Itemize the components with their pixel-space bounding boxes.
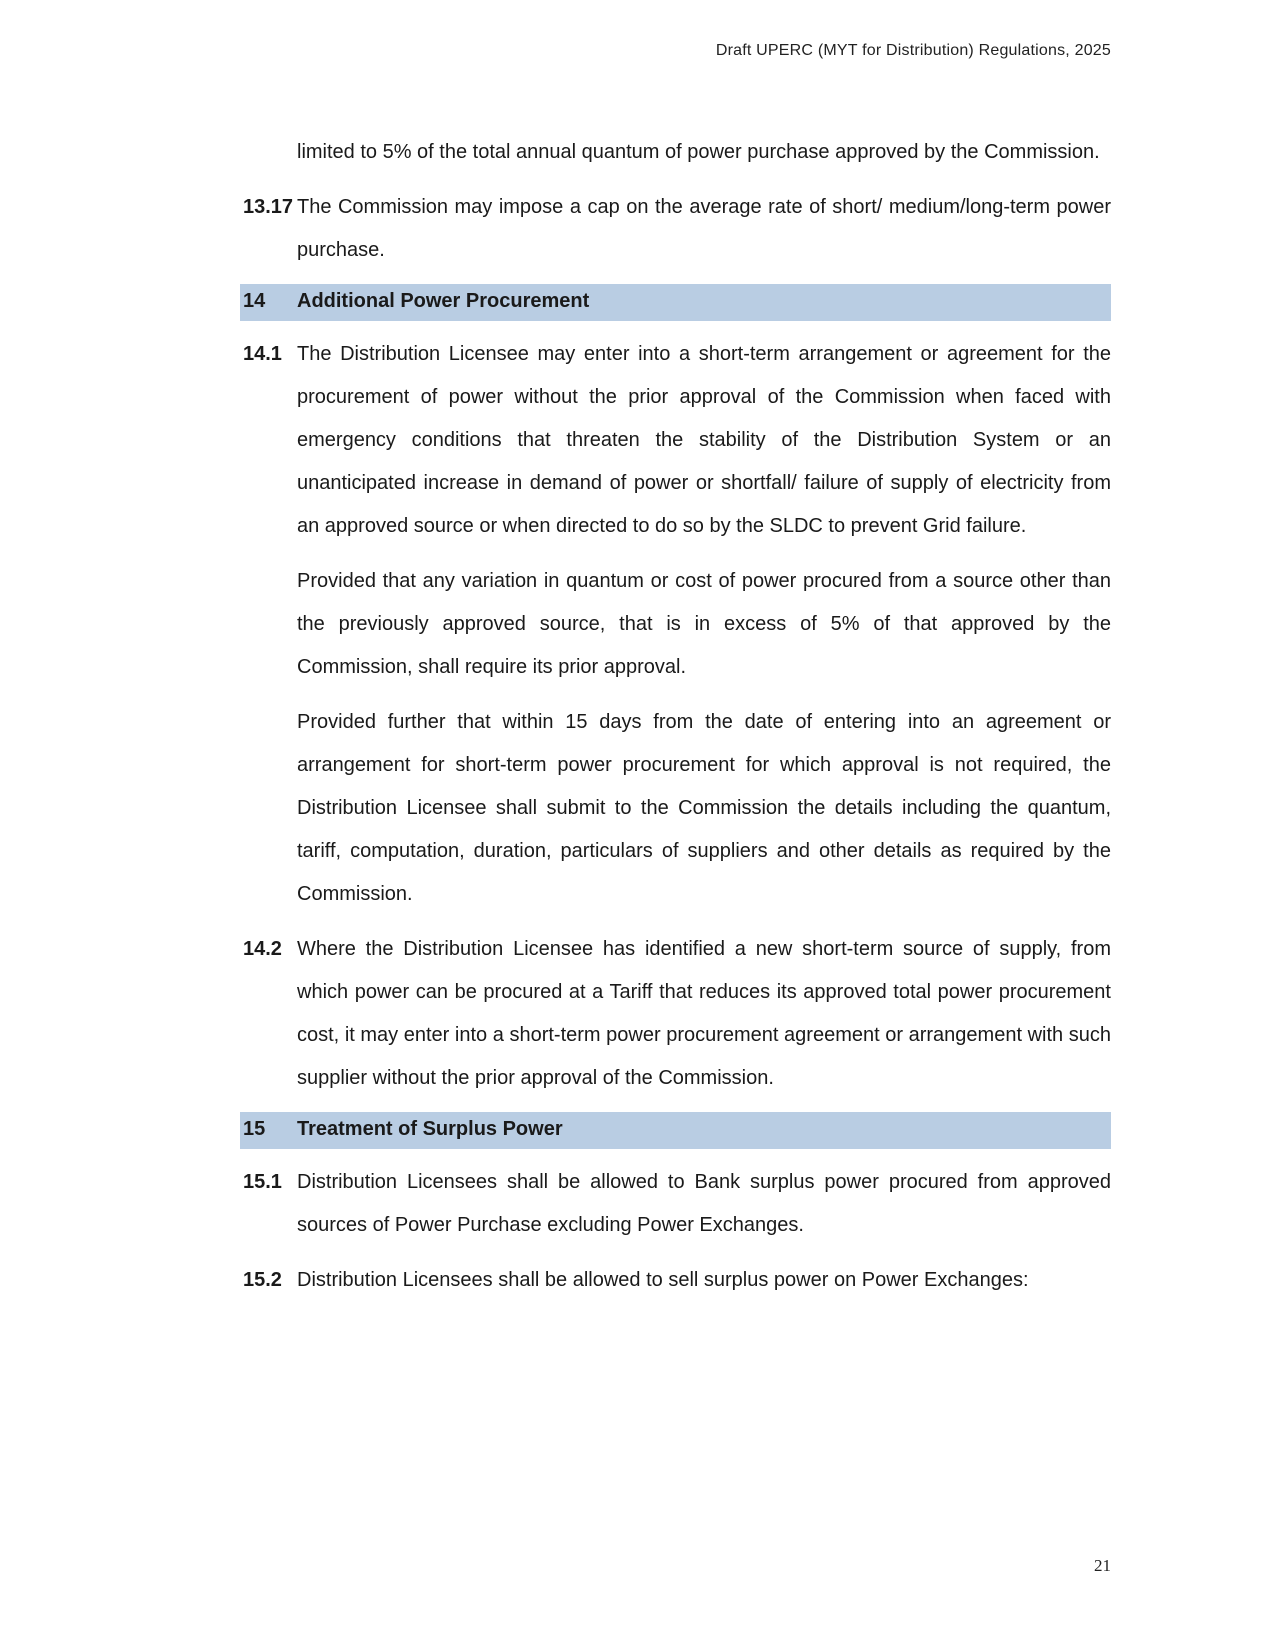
clause-14-1: [240, 333, 1111, 548]
page-number: 21: [1094, 1556, 1111, 1575]
clause-text: The Commission may impose a cap on the average rate of short/ medium/long-term power purchase.: [297, 196, 1111, 261]
section-title: Additional Power Procurement: [297, 290, 590, 312]
clause-number: 13.17: [243, 196, 294, 218]
proviso-paragraph: Provided that any variation in quantum or cost of power procured from a source other than the previously approved source, that is in excess of 5% of that approved by the Commission, shall require its prior approval.: [297, 570, 1111, 678]
page-body: [240, 131, 1111, 1314]
clause-text: The Distribution Licensee may enter into a short-term arrangement or agreement for the procurement of power without the prior approval of the Commission when faced with emergency conditions that threaten the stability of the Distribution System or an unanticipated increase in demand of power or shortfall/ failure of supply of electricity from an approved source or when directed to do so by the SLDC to prevent Grid failure.: [297, 343, 1111, 537]
clause-number: 14.2: [243, 938, 282, 960]
clause-text: Distribution Licensees shall be allowed to sell surplus power on Power Exchanges:: [297, 1269, 1029, 1291]
section-number: 15: [243, 1118, 266, 1140]
section-title: Treatment of Surplus Power: [297, 1118, 563, 1140]
clause-15-2: [240, 1259, 1111, 1302]
clause-number: 15.2: [243, 1269, 282, 1291]
clause-text: Distribution Licensees shall be allowed to Bank surplus power procured from approved sources of Power Purchase excluding Power Exchanges.: [297, 1171, 1111, 1236]
proviso-paragraph: Provided further that within 15 days from the date of entering into an agreement or arrangement for short-term power procurement for which approval is not required, the Distribution Licensee shall submit to the Commission the details including the quantum, tariff, computation, duration, particulars of suppliers and other details as required by the Commission.: [297, 711, 1111, 905]
section-number: 14: [243, 290, 266, 312]
clause-number: 15.1: [243, 1171, 282, 1193]
clause-text: Where the Distribution Licensee has identified a new short-term source of supply, from which power can be procured at a Tariff that reduces its approved total power procurement cost, it may enter into a short-term power procurement agreement or arrangement with such supplier without the prior approval of the Commission.: [297, 938, 1111, 1089]
section-heading-15: [240, 1112, 1111, 1149]
continuation-paragraph: limited to 5% of the total annual quantum of power purchase approved by the Commission.: [297, 141, 1100, 163]
section-heading-14: [240, 284, 1111, 321]
clause-14-2: [240, 928, 1111, 1100]
clause-number: 14.1: [243, 343, 282, 365]
running-header: Draft UPERC (MYT for Distribution) Regulations, 2025: [715, 42, 1111, 59]
clause-13-17: [240, 186, 1111, 272]
clause-15-1: [240, 1161, 1111, 1247]
